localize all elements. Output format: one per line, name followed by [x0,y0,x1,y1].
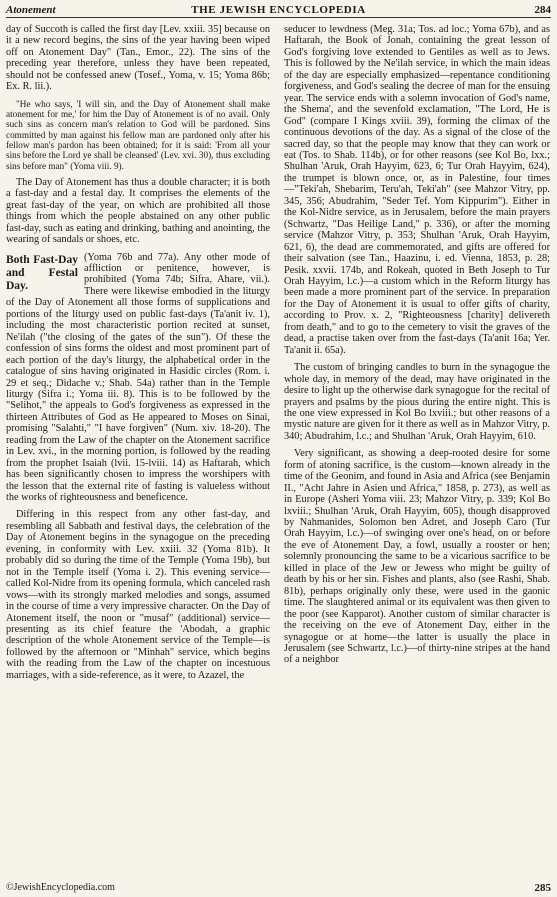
paragraph: day of Succoth is called the first day [Lev. xxiii. 35] because on it a new record begins, the sins of the year having been wiped off on Atonement Day" (Tan., Emor., 22). The sins of the preceding year therefore, unless they have been repeated, should not be confessed anew (Tosef., Yoma, v. 15; Yoma 86b; Ex. R. lii.). [6,24,270,93]
site-credit-link[interactable]: ©JewishEncyclopedia.com [6,882,115,893]
paragraph: The Day of Atonement has thus a double character; it is both a fast-day and a festal day. It comprises the elements of the great fast-day of the year, on which are prohibited all those things from which the people abstained on any other public fast-day, such as eating and drinking, bathing and anointing, the wearing of sandals or shoes, etc. [6,176,270,246]
paragraph-text: (Yoma 76b and 77a). Any other mode of affliction or penitence, however, is prohibited (Yoma 74b; Sifra, Ahare, vii.). There were likewise embodied in the liturgy of the Day of Atonement all those forms of supplications and portions of the liturgy used on public fast-days (Ta'anit iv. 1), including the most characteristic portion recited at sunset, Ne'ilah ("the closing of the gates of the sun"). Of these the confession of sins forms the oldest and most prominent part of each portion of the day's liturgy, the alphabetical order in the catalogue of sins having originated in Hasidic circles (Rom. i. 29 et seq.; Didache v.; Shab. 54a) rather than in the Temple liturgy (Sifra i.; Yoma iii. 8). This is to be followed by the "Selihot," the appeals to God's forgiveness as expressed in the thirteen Attributes of God as He appeared to Moses on Sinai, promising "Salahti," "I have forgiven" (Num. xiv. 18-20). The reading from the Law of the chapter on the Atonement sacrifice in Lev. xvi., in the morning portion, is followed by the reading from the prophet Isaiah (lvii. 15-lviii. 14) as Haftarah, which has been significantly chosen to impress the worshipers with the lesson that the external rite of fasting is valueless without the works of righteousness and beneficence. [6,251,270,504]
section-title: Atonement [6,4,56,16]
side-heading: Both Fast-Day and Festal Day. [6,253,78,292]
paragraph: The custom of bringing candles to burn in the synagogue the whole day, in memory of the dead, may have originated in the desire to light up the otherwise dark synagogue for the recital of prayers and psalms by the pious during the entire night. This is the one view expressed in Kol Bo lxviii.; but other reasons of a mystic nature are given for it there as well as in Mahzor Vitry, p. 340; Abudrahim, l.c.; and Shulhan 'Aruk, Orah Hayyim, 610. [284,362,550,442]
paragraph: Differing in this respect from any other fast-day, and resembling all Sabbath and festival days, the celebration of the Day of Atonement begins in the synagogue on the preceding evening, in conformity with Lev. xxiii. 32 (Yoma 81b). It probably did so during the time of the Temple (Yoma 19b), but not in the Temple itself (Yoma i. 2). This evening service—called Kol-Nidre from its opening formula, which canceled rash vows—with its strongly marked melodies and songs, assumed in the course of time a very impressive character. On the Day of Atonement itself, the noon or "musaf" (additional) service—presenting as its chief feature the 'Abodah, a graphic description of the whole Atonement service of the Temple—is followed by the afternoon or "Minhah" service, which begins with the reading from the Law of the chapter on incestuous marriages, with a side-reference, as it were, to Azazel, the [6,509,270,681]
paragraph-with-sidehead [6,252,270,504]
quotation: "He who says, 'I will sin, and the Day of Atonement shall make atonement for me,' for him the Day of Atonement is of no avail. Only such sins as concern man's relation to God will be pardoned. Sins committed by man against his fellow man are pardoned only after his fellow man's pardon has been obtained; for it is said: 'From all your sins before the Lord ye shall be cleansed' (Lev. xvi. 30), thus excluding sins before man" (Yoma viii. 9). [6,98,270,171]
page-footer [6,881,551,895]
header-page-number: 284 [534,4,551,16]
left-column [6,24,270,687]
right-column [284,24,550,672]
publication-title: THE JEWISH ENCYCLOPEDIA [191,4,366,16]
paragraph: Very significant, as showing a deep-rooted desire for some form of atoning sacrifice, is the custom—known already in the time of the Geonim, and found in Asia and Africa (see Benjamin II., "Acht Jahre in Asien und Africa," 1858, p. 273), as well as in Europe (Asheri Yoma viii. 23; Mahzor Vitry, p. 339; Kol Bo lxviii.; Shulhan 'Aruk, Orah Hayyim, 605), though disapproved by Nahmanides, Solomon ben Adret, and Joseph Caro (Tur Orah Hayyim, l.c.)—of swinging over one's head, on or before the eve of Atonement Day, a fowl, usually a rooster or hen; solemnly pronouncing the same to be a vicarious sacrifice to be killed in place of the Jew or Jewess who might be guilty of death by his or her sin. Fishes and plants, also (see Rashi, Shab. 81b), perhaps originally only these, were used in the gaonic time. The slaughtered animal or its equivalent was then given to the poor (see Kapparot). Another custom of similar character is the receiving on the eve of Atonement Day, either in the synagogue or at home—the latter is usually the place in Jerusalem (see Schwartz, l.c.)—of thirty-nine stripes at the hand of a neighbor [284,448,550,666]
paragraph: seducer to lewdness (Meg. 31a; Tos. ad loc.; Yoma 67b), and as Haftarah, the Book of Jonah, containing the great lesson of God's forgiving love extended to Gentiles as well as to Jews. This is followed by the Ne'ilah service, in which the main ideas of the day are especially emphasized—repentance conditioning forgiveness, and God's sealing the decree of man for the ensuing year. The service ends with a solemn invocation of God's name, the Shema', and the sevenfold exclamation, "The Lord, He is God" (compare I Kings xviii. 39), forming the climax of the continuous devotions of the day. As a signal of the close of the sacred day, so that the people may know that they can work or eat (Tos. to Shab. 114b), or for other reasons (see Kol Bo, lxx.; Shulhan 'Aruk, Orah Hayyim, 623, 6; Tur Orah Hayyim, 624), the trumpet is blown once, or, as in Palestine, four times—"Teki'ah, Shebarim, Teru'ah, Teki'ah" (see Mahzor Vitry, pp. 345, 356; Abudrahim, "Seder Tef. Yom Kippurim"). Either in the Kol-Nidre service, as in Jerusalem, before the main prayers (Schwartz, "Das Heilige Land," p. 336), or after the morning service (Mahzor Vitry, p. 353; Shulhan 'Aruk, Orah Hayyim, 621, 6), the dead are commemorated, and gifts are offered for their salvation (see Tan., Haazinu, i. ed. Vienna, 1853, p. 28; Pesik. xxvii. 174b, and Rokeah, quoted in Beth Joseph to Tur Orah Hayyim, l.c.)—a custom which in the Reform liturgy has been made a more prominent part of the service. In preparation for the Day of Atonement it is usual to offer gifts of charity, according to Prov. x. 2, "Righteousness [charity] delivereth from death," and to go to the cemetery to visit the graves of the dead, a practise taken over from the fast-days (Ta'anit 16a; Yer. Ta'anit ii. 65a). [284,24,550,356]
footer-page-number: 285 [534,882,551,894]
running-header [6,3,551,18]
